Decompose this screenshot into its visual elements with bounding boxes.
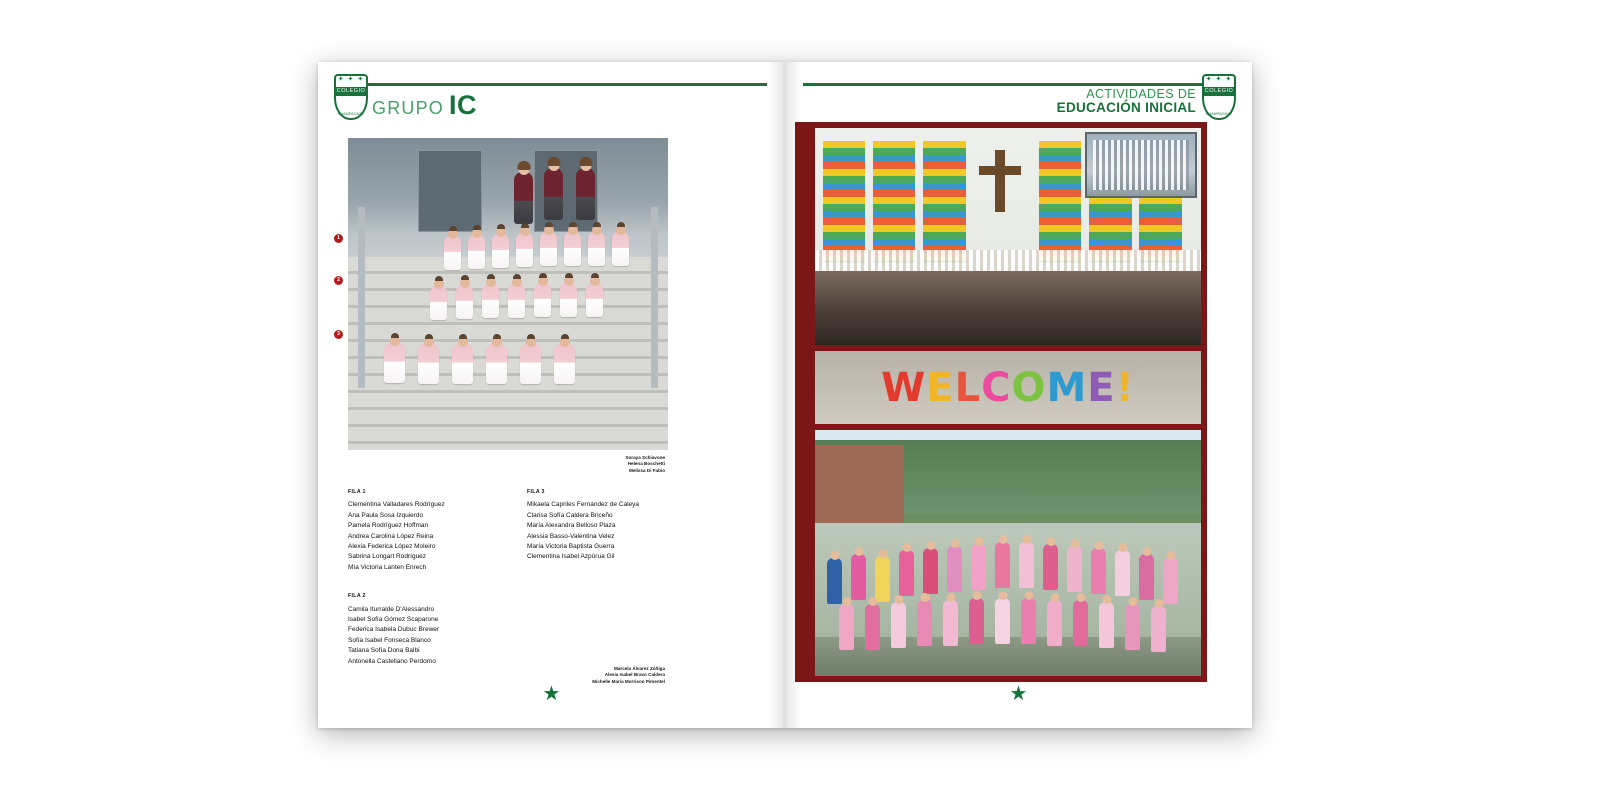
left-page bbox=[318, 62, 785, 728]
bottom-credit-line: Alesia Isabel Bravo Caldera bbox=[604, 672, 665, 678]
row-marker-3: 3 bbox=[334, 330, 343, 339]
student-name: Pamela Rodríguez Hoffman bbox=[348, 522, 429, 530]
row-group-fila-2 bbox=[348, 591, 528, 667]
bottom-credit-line: Marcela Álvarez Zúñiga bbox=[613, 666, 665, 671]
student-name: Ana Paula Sosa Izquierdo bbox=[348, 511, 424, 519]
welcome-letter: ! bbox=[1115, 364, 1135, 411]
fila-2-heading: FILA 2 bbox=[348, 593, 366, 600]
student-name: María Victoria Baptista Guerra bbox=[527, 543, 615, 551]
student-name: Antonella Castellano Perdomo bbox=[348, 657, 436, 665]
magazine-spread bbox=[318, 62, 1252, 728]
name-column-left bbox=[348, 487, 528, 678]
screen-inset-photo bbox=[1085, 132, 1197, 198]
welcome-letter: E bbox=[1087, 364, 1116, 411]
teacher-credit-line: Soraya Schiavone bbox=[625, 455, 665, 460]
student-name: Sofía Isabel Fonseca Blanco bbox=[348, 636, 431, 644]
student-name: Andrea Carolina López Reina bbox=[348, 532, 434, 540]
page-title-right bbox=[1057, 88, 1196, 114]
student-name: Tatiana Sofía Dona Balbi bbox=[348, 647, 420, 655]
crest-band-text-right: COLEGIO bbox=[1204, 88, 1234, 94]
school-crest-right-icon bbox=[1202, 74, 1236, 120]
footer-star-icon-left: ★ bbox=[542, 683, 561, 705]
right-page bbox=[785, 62, 1252, 728]
welcome-letter: C bbox=[981, 364, 1012, 411]
teacher-credit-line: Helena Boschetti bbox=[627, 461, 665, 467]
school-crest-left-icon bbox=[334, 74, 368, 120]
student-name: Clementina Isabel Azpúrua Gil bbox=[527, 553, 615, 561]
student-name: Mía Victoria Lanten Enrech bbox=[348, 563, 427, 571]
bottom-credit-block bbox=[592, 666, 665, 685]
crest-stars-left: ✦ ✦ ✦ bbox=[337, 76, 365, 83]
student-name: Alessia Basso-Valentina Velez bbox=[527, 532, 615, 540]
row-group-fila-1 bbox=[348, 487, 528, 573]
teacher-credit-block bbox=[625, 455, 665, 474]
bottom-credit-line: Michelle María Morrison Pimentel bbox=[592, 678, 665, 684]
class-photo bbox=[348, 138, 668, 450]
student-name: Mikaela Capriles Fernández de Caleya bbox=[527, 501, 640, 509]
page-title-code: IC bbox=[449, 90, 478, 120]
welcome-lettering bbox=[815, 365, 1201, 411]
fila-1-heading: FILA 1 bbox=[348, 489, 366, 495]
welcome-letter: L bbox=[954, 364, 982, 411]
row-group-fila-3 bbox=[527, 487, 727, 563]
row-marker-2: 2 bbox=[334, 276, 343, 285]
footer-star-icon-right: ★ bbox=[1009, 683, 1028, 705]
welcome-letter: E bbox=[926, 364, 955, 411]
photo-stack bbox=[815, 128, 1201, 676]
section-title-line2: EDUCACIÓN INICIAL bbox=[1056, 100, 1196, 115]
teacher-credit-line: Melissa Di Fabio bbox=[629, 467, 665, 473]
student-name: Federica Isabela Dubuc Brewer bbox=[348, 626, 440, 634]
student-name: Alexia Federica López Moleiro bbox=[348, 543, 436, 551]
student-name: Clementina Valladares Rodríguez bbox=[348, 501, 445, 509]
chapel-assembly-photo bbox=[815, 128, 1201, 345]
page-title-left bbox=[372, 90, 477, 121]
crest-motto-right: CHAMPAGNAT bbox=[1205, 112, 1233, 116]
name-column-right bbox=[527, 487, 727, 574]
student-name: Camila Iturralde D'Alessandro bbox=[348, 605, 435, 613]
welcome-letter: W bbox=[881, 364, 927, 411]
header-rule-right bbox=[803, 83, 1212, 86]
crest-band-text-left: COLEGIO bbox=[336, 88, 366, 94]
group-celebration-photo bbox=[815, 430, 1201, 676]
row-marker-1: 1 bbox=[334, 234, 343, 243]
crest-stars-right: ✦ ✦ ✦ bbox=[1205, 76, 1233, 83]
fila-3-heading: FILA 3 bbox=[527, 489, 545, 495]
student-name: María Alexandra Belloso Plaza bbox=[527, 522, 616, 530]
crest-motto-left: CHAMPAGNAT bbox=[337, 112, 365, 116]
student-name: Sabrina Longart Rodríguez bbox=[348, 553, 427, 561]
welcome-letter: O bbox=[1011, 364, 1047, 411]
header-rule-left bbox=[356, 83, 767, 86]
welcome-sign-photo bbox=[815, 351, 1201, 424]
welcome-letter: M bbox=[1046, 364, 1088, 411]
student-name: Isabel Sofía Gómez Scaparone bbox=[348, 616, 439, 624]
student-name: Clarisa Sofía Caldera Briceño bbox=[527, 511, 613, 519]
section-title-line1: ACTIVIDADES DE bbox=[1086, 87, 1196, 101]
page-title-word: GRUPO bbox=[372, 98, 445, 118]
